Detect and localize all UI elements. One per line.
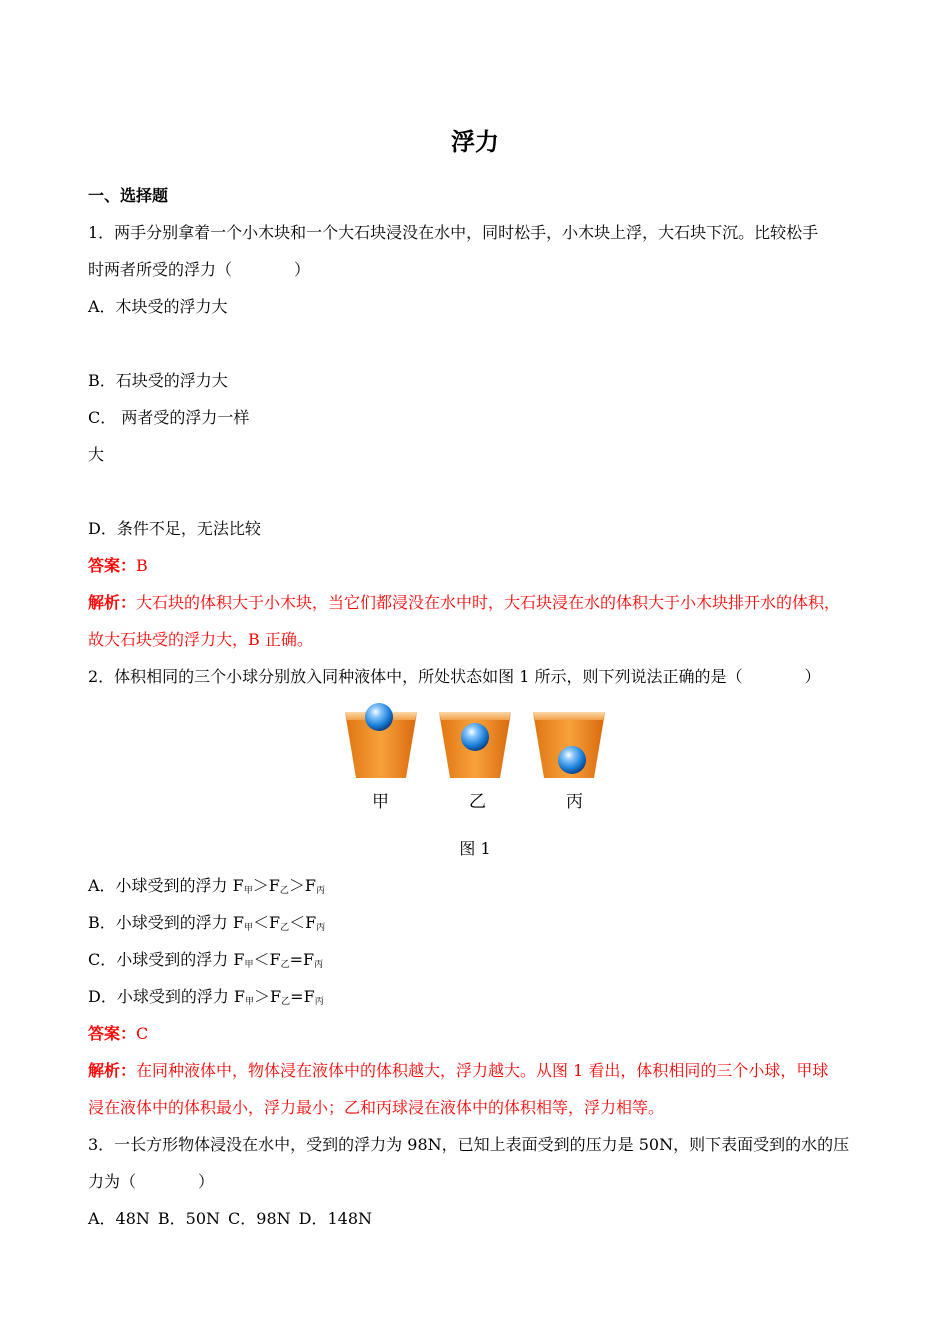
q3-stem-line1: 3．一长方形物体浸没在水中，受到的浮力为 98N，已知上表面受到的压力是 50N，则下表面受到的水的压 xyxy=(88,1135,850,1154)
ball-jia xyxy=(365,703,393,731)
q2-stem-text: 2．体积相同的三个小球分别放入同种液体中，所处状态如图 1 所示，则下列说法正确的是（ xyxy=(88,667,743,686)
q2-analysis-line1 xyxy=(88,1060,828,1082)
q2-analysis-text1: 在同种液体中，物体浸在液体中的体积越大，浮力越大。从图 1 看出，体积相同的三个小球，甲球 xyxy=(136,1061,829,1080)
q2-c-sub3: 丙 xyxy=(314,960,324,970)
q1-answer-value: B xyxy=(136,556,148,575)
q2-answer-label: 答案： xyxy=(88,1024,137,1043)
q1-analysis-label: 解析： xyxy=(88,593,137,612)
q1-analysis-line2: 故大石块受的浮力大，B 正确。 xyxy=(88,630,313,649)
q2-b-sub3: 丙 xyxy=(316,923,326,933)
ball-bing xyxy=(558,746,586,774)
q1-answer-label: 答案： xyxy=(88,556,137,575)
q2-stem xyxy=(88,666,821,688)
q1-option-a: A．木块受的浮力大 xyxy=(88,297,228,316)
cup-jia xyxy=(345,703,417,778)
q2-answer xyxy=(88,1023,148,1045)
cup-yi xyxy=(439,712,511,778)
q2-analysis-line2: 浸在液体中的体积最小，浮力最小；乙和丙球浸在液体中的体积相等，浮力相等。 xyxy=(88,1098,665,1117)
q3-stem-line2 xyxy=(88,1171,214,1193)
q2-c-rel2: =F xyxy=(289,950,315,969)
figure-label-jia: 甲 xyxy=(372,792,389,812)
q2-d-rel1: ＞F xyxy=(254,987,282,1006)
q2-a-rel2: ＞F xyxy=(288,876,316,895)
q2-answer-value: C xyxy=(136,1024,149,1043)
page-title: 浮力 xyxy=(451,127,499,156)
q1-stem-text: 时两者所受的浮力（ xyxy=(88,260,233,279)
q2-c-text: C．小球受到的浮力 F xyxy=(88,950,245,969)
q2-d-rel2: =F xyxy=(290,987,315,1006)
ball-yi xyxy=(461,723,489,751)
section-heading: 一、选择题 xyxy=(88,186,169,205)
figure-label-bing: 丙 xyxy=(566,792,583,812)
q3-option-a: A．48N xyxy=(88,1209,150,1228)
q1-stem-close: ） xyxy=(294,260,311,279)
q2-option-a xyxy=(88,875,325,902)
q2-c-rel1: ＜F xyxy=(253,950,281,969)
q2-d-sub3: 丙 xyxy=(314,997,324,1007)
q1-option-b: B．石块受的浮力大 xyxy=(88,371,228,390)
q2-analysis-label: 解析： xyxy=(88,1061,137,1080)
cups-illustration xyxy=(340,700,620,790)
q1-answer xyxy=(88,555,148,577)
q2-c-sub2: 乙 xyxy=(280,960,290,970)
q2-a-sub1: 甲 xyxy=(243,886,253,896)
q1-option-d: D．条件不足，无法比较 xyxy=(88,519,261,538)
q1-stem-line1: 1．两手分别拿着一个小木块和一个大石块浸没在水中，同时松手，小木块上浮，大石块下沉。比较松手 xyxy=(88,223,819,242)
q1-option-c-continued: 大 xyxy=(88,445,105,464)
q2-d-sub1: 甲 xyxy=(245,997,255,1007)
q3-option-c: C．98N xyxy=(228,1209,291,1228)
q1-analysis-line1 xyxy=(88,592,840,614)
q2-b-text: B．小球受到的浮力 F xyxy=(88,913,244,932)
figure-label-yi: 乙 xyxy=(469,792,486,812)
q1-analysis-text1: 大石块的体积大于小木块，当它们都浸没在水中时，大石块浸在水的体积大于小木块排开水的体积， xyxy=(136,593,841,612)
q1-stem-line2 xyxy=(88,259,310,281)
q2-b-sub2: 乙 xyxy=(280,923,290,933)
q3-option-b: B．50N xyxy=(157,1209,221,1228)
q2-option-b xyxy=(88,912,325,939)
q2-a-text: A．小球受到的浮力 F xyxy=(88,876,244,895)
q2-a-sub3: 丙 xyxy=(316,886,326,896)
q3-option-d: D．148N xyxy=(298,1209,373,1228)
q1-option-c: C． 两者受的浮力一样 xyxy=(88,408,250,427)
q2-stem-close: ） xyxy=(804,667,821,686)
q2-d-sub2: 乙 xyxy=(281,997,291,1007)
q3-stem-text: 力为（ xyxy=(88,1172,137,1191)
q2-option-d xyxy=(88,986,324,1013)
q2-option-c xyxy=(88,949,323,976)
q2-a-sub2: 乙 xyxy=(279,886,289,896)
q2-b-rel2: ＜F xyxy=(289,913,317,932)
q2-c-sub1: 甲 xyxy=(244,960,254,970)
q2-a-rel1: ＞F xyxy=(252,876,280,895)
q2-b-rel1: ＜F xyxy=(252,913,281,932)
q2-b-sub1: 甲 xyxy=(243,923,253,933)
q3-options xyxy=(88,1208,372,1230)
figure-caption: 图 1 xyxy=(459,839,491,858)
figure-three-cups xyxy=(340,700,620,820)
cup-bing xyxy=(533,712,605,778)
q2-d-text: D．小球受到的浮力 F xyxy=(88,987,246,1006)
q3-stem-close: ） xyxy=(198,1172,215,1191)
